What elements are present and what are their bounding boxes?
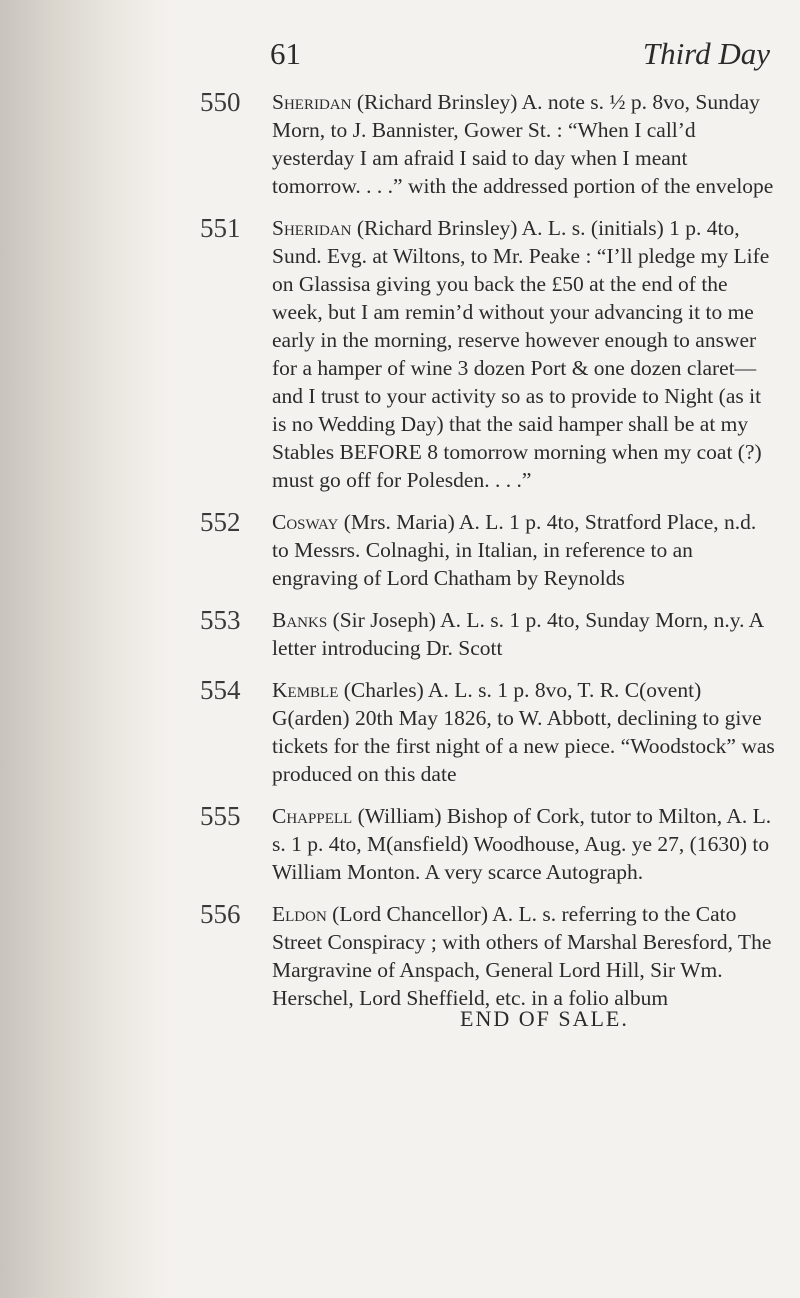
lot-text: (William) Bishop of Cork, tutor to Milton, A. L. s. 1 p. 4to, M(ansfield) Woodhouse, Aug. ye 27, (1630) to William Monton. A very scarce Autograph. bbox=[272, 804, 772, 884]
lot-text: (Lord Chancellor) A. L. s. referring to the Cato Street Conspiracy ; with others of Marshal Beresford, The Margravine of Anspach, General Lord Hill, Sir Wm. Herschel, Lord Sheffield, etc. in a folio album bbox=[272, 902, 772, 1010]
lot-number: 554 bbox=[200, 675, 241, 705]
page-number: 61 bbox=[270, 36, 301, 71]
lot-author: Eldon bbox=[272, 902, 327, 926]
lot-number: 550 bbox=[200, 87, 241, 117]
lot-author: Sheridan bbox=[272, 216, 352, 240]
lot-author: Banks bbox=[272, 608, 328, 632]
lot-description bbox=[272, 508, 778, 592]
lot-entry bbox=[0, 676, 800, 788]
lot-text: (Charles) A. L. s. 1 p. 8vo, T. R. C(ovent) G(arden) 20th May 1826, to W. Abbott, declining to give tickets for the first night of a new piece. “Woodstock” was produced on this date bbox=[272, 678, 775, 786]
end-of-sale-notice: END OF SALE. bbox=[460, 1006, 629, 1031]
lot-number: 553 bbox=[200, 605, 241, 635]
lot-list bbox=[0, 88, 800, 1026]
lot-description bbox=[272, 214, 778, 494]
lot-entry bbox=[0, 88, 800, 200]
lot-text: (Sir Joseph) A. L. s. 1 p. 4to, Sunday Morn, n.y. A letter introducing Dr. Scott bbox=[272, 608, 763, 660]
lot-description bbox=[272, 802, 778, 886]
lot-number: 552 bbox=[200, 507, 241, 537]
lot-author: Kemble bbox=[272, 678, 339, 702]
lot-entry bbox=[0, 606, 800, 662]
lot-author: Sheridan bbox=[272, 90, 352, 114]
lot-description bbox=[272, 900, 778, 1012]
lot-number: 556 bbox=[200, 899, 241, 929]
lot-text: (Richard Brinsley) A. note s. ½ p. 8vo, Sunday Morn, to J. Bannister, Gower St. : “When I call’d yesterday I am afraid I said to day when I meant tomorrow. . . .” with the addressed portion of the envelope bbox=[272, 90, 774, 198]
lot-entry bbox=[0, 508, 800, 592]
lot-text: (Richard Brinsley) A. L. s. (initials) 1 p. 4to, Sund. Evg. at Wiltons, to Mr. Peake : “I’ll pledge my Life on Glassisa giving you back the £50 at the end of the week, but I am remin’d without your advancing it to me early in the morning, reserve however enough to answer for a hamper of wine 3 dozen Port & one dozen claret—and I trust to your activity so as to provide to Night (as it is no Wedding Day) that the said hamper shall be at my Stables BEFORE 8 tomorrow morning when my coat (?) must go off for Polesden. . . .” bbox=[272, 216, 770, 492]
lot-author: Cosway bbox=[272, 510, 339, 534]
lot-text: (Mrs. Maria) A. L. 1 p. 4to, Stratford Place, n.d. to Messrs. Colnaghi, in Italian, in reference to an engraving of Lord Chatham by Reynolds bbox=[272, 510, 757, 590]
lot-number: 551 bbox=[200, 213, 241, 243]
lot-description bbox=[272, 88, 778, 200]
lot-number: 555 bbox=[200, 801, 241, 831]
page-header bbox=[270, 36, 770, 76]
lot-entry bbox=[0, 214, 800, 494]
lot-description bbox=[272, 676, 778, 788]
lot-entry bbox=[0, 802, 800, 886]
running-head: Third Day bbox=[642, 36, 770, 71]
lot-description bbox=[272, 606, 778, 662]
lot-entry bbox=[0, 900, 800, 1012]
lot-author: Chappell bbox=[272, 804, 353, 828]
